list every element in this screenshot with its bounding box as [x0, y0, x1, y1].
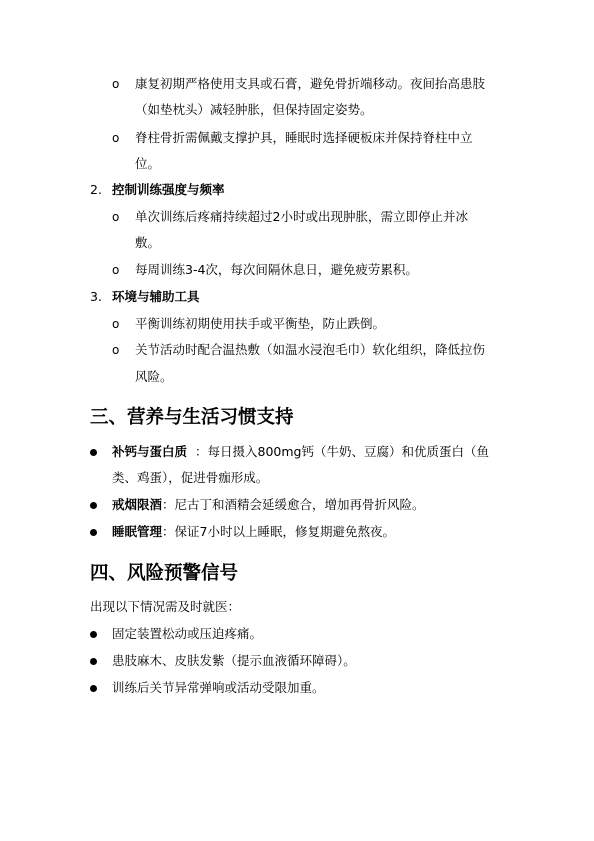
section-heading: 三、营养与生活习惯支持	[90, 407, 294, 428]
sub-item-line: 风险。	[135, 369, 173, 384]
numbered-item-title: 控制训练强度与频率	[112, 182, 225, 197]
bullet-item-label: 睡眠管理	[112, 524, 163, 539]
sub-bullet-marker: o	[112, 210, 120, 224]
bullet-item-line: 患肢麻木、皮肤发紫（提示血液循环障碍）。	[112, 653, 356, 668]
bullet-dot	[90, 449, 97, 456]
sub-item-line: 平衡训练初期使用扶手或平衡垫，防止跌倒。	[135, 316, 386, 331]
sub-item-line: 康复初期严格使用支具或石膏，避免骨折端移动。夜间抬高患肢	[135, 76, 486, 91]
bullet-item-line	[112, 524, 395, 540]
sub-bullet-marker: o	[112, 77, 120, 91]
sub-item-line: 位。	[135, 156, 161, 171]
bullet-item-text: ：保证7小时以上睡眠，修复期避免熬夜。	[162, 524, 395, 539]
bullet-item-line	[112, 497, 425, 513]
intro-text: 出现以下情况需及时就医：	[90, 599, 241, 614]
bullet-item-line: 固定装置松动或压迫疼痛。	[112, 626, 263, 641]
sub-item-line: 敷。	[135, 235, 161, 250]
sub-item-line: 关节活动时配合温热敷（如温水浸泡毛巾）软化组织，降低拉伤	[135, 342, 486, 357]
sub-item-line: 每周训练3-4次，每次间隔休息日，避免疲劳累积。	[135, 262, 418, 277]
sub-bullet-marker: o	[112, 131, 120, 145]
bullet-dot	[90, 631, 97, 638]
sub-item-line: （如垫枕头）减轻肿胀，但保持固定姿势。	[135, 102, 373, 117]
bullet-dot	[90, 685, 97, 692]
bullet-item-label: 戒烟限酒	[112, 497, 163, 512]
bullet-item-text: ：尼古丁和酒精会延缓愈合，增加再骨折风险。	[162, 497, 425, 512]
list-number: 3.	[90, 289, 102, 304]
list-number: 2.	[90, 182, 102, 197]
bullet-item-line: 类、鸡蛋），促进骨痂形成。	[112, 470, 269, 485]
bullet-item-text: ：每日摄入800mg钙（牛奶、豆腐）和优质蛋白（鱼	[195, 444, 489, 459]
bullet-item-line: 训练后关节异常弹响或活动受限加重。	[112, 680, 325, 695]
sub-bullet-marker: o	[112, 317, 120, 331]
section-heading: 四、风险预警信号	[90, 563, 239, 584]
bullet-item-line	[112, 444, 489, 460]
numbered-item-title: 环境与辅助工具	[112, 289, 200, 304]
sub-item-line: 脊柱骨折需佩戴支撑护具，睡眠时选择硬板床并保持脊柱中立	[135, 130, 473, 145]
sub-bullet-marker: o	[112, 343, 120, 357]
bullet-item-label: 补钙与蛋白质	[112, 444, 188, 459]
bullet-dot	[90, 529, 97, 536]
sub-item-line: 单次训练后疼痛持续超过2小时或出现肿胀，需立即停止并冰	[135, 209, 468, 224]
bullet-dot	[90, 658, 97, 665]
bullet-dot	[90, 502, 97, 509]
sub-bullet-marker: o	[112, 263, 120, 277]
